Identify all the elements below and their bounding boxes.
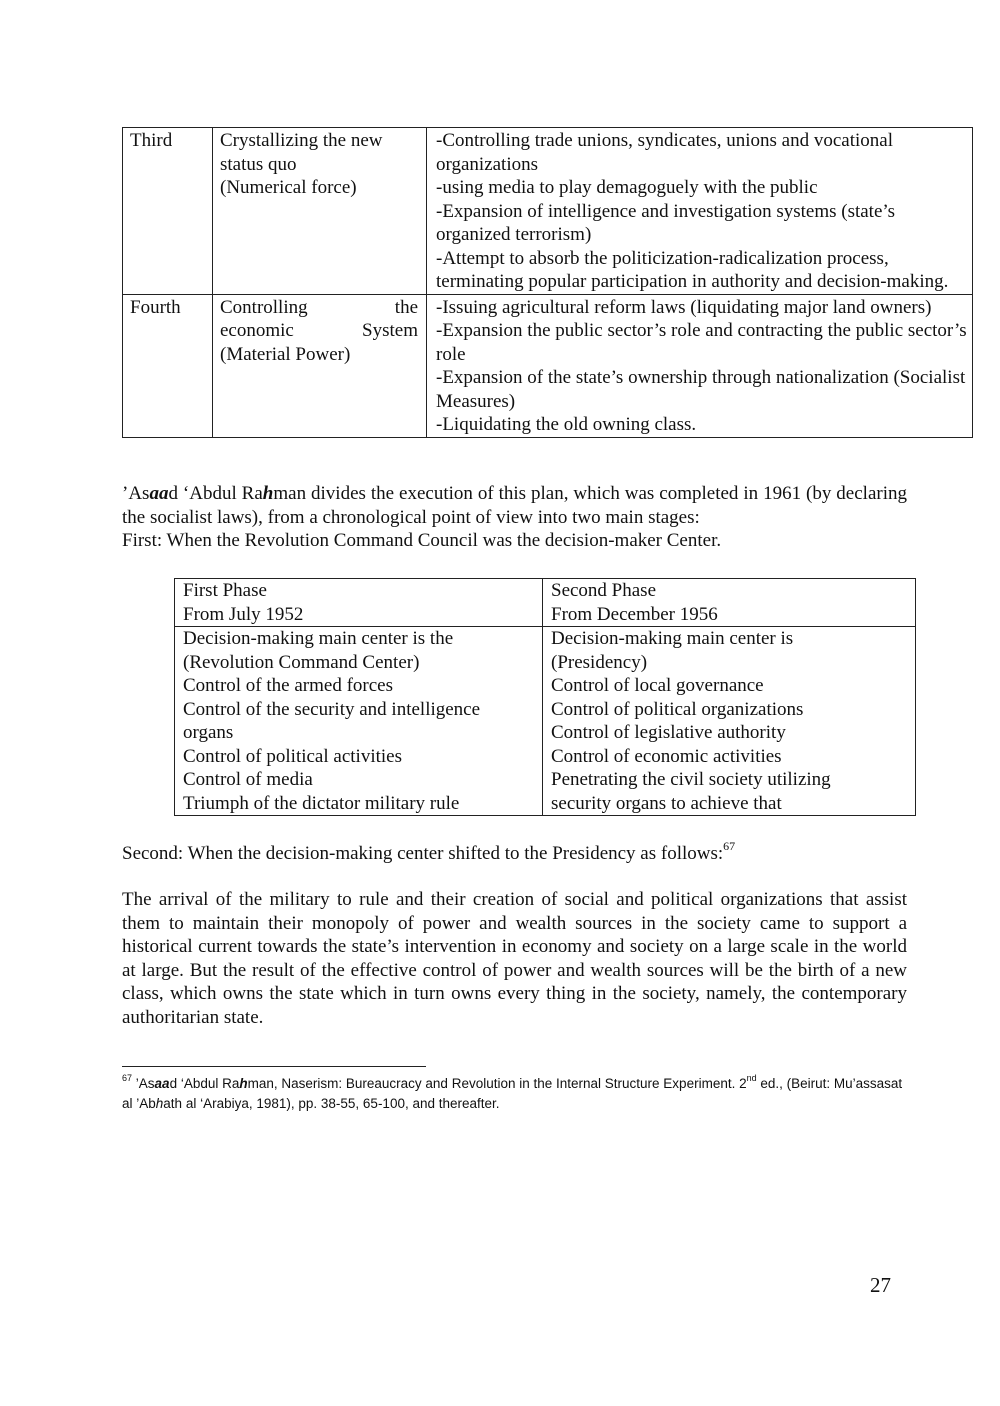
stage-cell: Third [123,128,213,295]
stage-items-cell [427,294,973,437]
first-phase-header [175,579,543,627]
stage-item: -Attempt to absorb the politicization-radicalization process, terminating popular participation in authority and decision-making. [436,247,949,292]
stage-item: -Issuing agricultural reform laws (liquidating major land owners) [436,296,932,318]
list-item: security organs to achieve that [551,792,782,814]
author-name-part: man [273,483,307,504]
table-header-row [175,579,916,627]
first-stage-text: First: When the Revolution Command Council was the decision-maker Center. [122,530,722,551]
footnote-ref: 67 [723,838,736,853]
author-name-part: aa [149,483,169,504]
phases-table [174,578,916,816]
second-phase-items [543,627,916,816]
stage-item: -Expansion of intelligence and investigation systems (state’s organized terrorism) [436,200,896,245]
author-name-part: d ‘Abdul Ra [168,483,263,504]
footnote-part: nd [746,1072,757,1083]
body-paragraph [122,888,907,1029]
stage-title-cell [213,294,427,437]
list-item: Control of legislative authority [551,722,786,743]
list-item: Penetrating the civil society utilizing [551,769,831,790]
body-text: The arrival of the military to rule and their creation of social and political organizations that assist them to maintain their monopoly of power and wealth sources in the society came to support a historical current towards the state’s intervention in economy and society on a large scale in the world at large. But the result of the effective control of power and wealth sources will be the birth of a new class, which owns the state which in turn owns every thing in the society, namely, the contemporary authoritarian state. [122,889,907,1028]
stage-title-cell [213,128,427,295]
footnote-part: aa [154,1076,170,1091]
author-name-part: h [262,483,274,504]
stage-title-line: economic System [220,320,418,341]
list-item: Control of the security and intelligence [183,698,481,720]
stage-cell: Fourth [123,294,213,437]
stage-item: -Expansion the public sector’s role and contracting the public sector’s role [436,320,967,365]
table-row [175,627,916,816]
footnote-part: h [155,1096,164,1111]
page-number: 27 [870,1273,891,1297]
footnote-number: 67 [122,1072,133,1083]
stage-item: -Expansion of the state’s ownership through nationalization (Socialist Measures) [436,367,966,412]
stage-title-line: (Numerical force) [220,177,357,198]
table-row [123,128,973,295]
list-item: Triumph of the dictator military rule [183,792,460,814]
footnote-divider [122,1066,426,1067]
stage-title-line: (Material Power) [220,343,351,365]
intro-body: divides the execution of this plan, which was completed in 1961 (by declaring the socialist laws), from a chronological point of view into two main stages: [122,483,907,528]
second-stage-text: Second: When the decision-making center shifted to the Presidency as follows: [122,843,724,864]
list-item: Control of local governance [551,675,764,696]
footnote [122,1074,907,1114]
first-phase-items [175,627,543,816]
footnote-part: ed., (Beirut: Mu’assasat al ’Ab [122,1076,903,1111]
header-line: First Phase [183,580,267,601]
stage-title-line: status quo [220,153,297,175]
footnote-part: ’As [132,1076,155,1091]
list-item: organs [183,722,234,743]
footnote-part: d ‘Abdul Ra [169,1076,240,1091]
list-item: Control of media [183,769,313,790]
table-row [123,294,973,437]
second-phase-header [543,579,916,627]
stage-item: -Liquidating the old owning class. [436,414,697,435]
list-item: Control of the armed forces [183,675,393,696]
list-item: Control of political activities [183,745,402,767]
list-item: (Revolution Command Center) [183,651,420,673]
stage-items-cell [427,128,973,295]
header-line: Second Phase [551,580,657,601]
stage-title-line: Controlling the [220,296,418,318]
list-item: (Presidency) [551,651,648,673]
author-name-part: ’As [122,483,150,504]
list-item: Decision-making main center is [551,628,794,649]
footnote-part: ath al ‘Arabiya, 1981), pp. 38-55, 65-100, and thereafter. [163,1096,500,1111]
footnote-part: h [239,1076,248,1091]
stage-item: -Controlling trade unions, syndicates, unions and vocational organizations [436,130,893,175]
stage-title-line: Crystallizing the new [220,130,383,151]
footnote-part: man, Naserism: Bureaucracy and Revolution in the Internal Structure Experiment. 2 [247,1076,747,1091]
intro-paragraph [122,482,907,553]
stages-table [122,127,973,438]
list-item: Control of political organizations [551,698,804,720]
header-line: From December 1956 [551,603,718,625]
header-line: From July 1952 [183,603,304,625]
intro-text [122,482,907,529]
stage-item: -using media to play demagoguely with the public [436,177,818,198]
second-stage-paragraph [122,838,907,866]
list-item: Decision-making main center is the [183,628,454,649]
list-item: Control of economic activities [551,745,782,767]
